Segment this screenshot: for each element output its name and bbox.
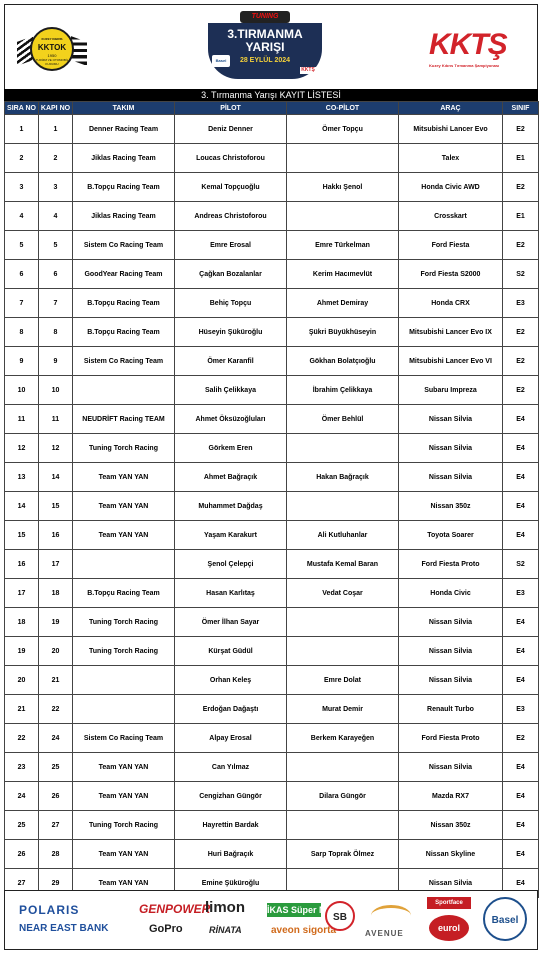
cell-takim: Sistem Co Racing Team (73, 724, 175, 753)
kkts-subtitle: Kuzey Kıbrıs Tırmanma Şampiyonası (429, 63, 500, 68)
cell-sira-no: 8 (5, 318, 39, 347)
cell-sira-no: 1 (5, 115, 39, 144)
cell-kapi-no: 6 (39, 260, 73, 289)
kkts-logo (429, 29, 525, 79)
cell-pilot: Ömer Karanfil (175, 347, 287, 376)
cell-co-pilot (287, 492, 399, 521)
cell-kapi-no: 8 (39, 318, 73, 347)
cell-pilot: Orhan Keleş (175, 666, 287, 695)
cell-sira-no: 5 (5, 231, 39, 260)
cell-takim: Jiklas Racing Team (73, 144, 175, 173)
cell-takim: Tuning Torch Racing (73, 637, 175, 666)
cell-arac: Mitsubishi Lancer Evo IX (399, 318, 503, 347)
cell-takim: Tuning Torch Racing (73, 811, 175, 840)
cell-sira-no: 21 (5, 695, 39, 724)
table-row (5, 579, 539, 608)
cell-pilot: Hayrettin Bardak (175, 811, 287, 840)
table-row (5, 463, 539, 492)
cell-co-pilot: Emre Dolat (287, 666, 399, 695)
cell-co-pilot: Gökhan Bolatçıoğlu (287, 347, 399, 376)
cell-co-pilot: Sarp Toprak Ölmez (287, 840, 399, 869)
cell-kapi-no: 18 (39, 579, 73, 608)
cell-takim: Team YAN YAN (73, 521, 175, 550)
cell-sinif: E4 (503, 463, 539, 492)
gopro-logo: GoPro (149, 923, 183, 935)
cell-sira-no: 4 (5, 202, 39, 231)
cell-arac: Toyota Soarer (399, 521, 503, 550)
cell-pilot: Ömer İlhan Sayar (175, 608, 287, 637)
table-row (5, 289, 539, 318)
cell-sinif: E2 (503, 724, 539, 753)
cell-kapi-no: 5 (39, 231, 73, 260)
cell-sinif: E2 (503, 173, 539, 202)
cell-co-pilot (287, 637, 399, 666)
list-title: 3. Tırmanma Yarışı KAYIT LİSTESİ (4, 89, 538, 101)
kktok-line3: 1950 (47, 53, 57, 58)
event-title-line1: 3.TIRMANMA (227, 27, 303, 41)
page-header (4, 4, 538, 90)
cell-co-pilot (287, 753, 399, 782)
cell-takim: Team YAN YAN (73, 840, 175, 869)
cell-co-pilot: Şükri Büyükhüseyin (287, 318, 399, 347)
near-east-bank-logo: NEAR EAST BANK (19, 923, 109, 934)
cell-kapi-no: 26 (39, 782, 73, 811)
cell-sira-no: 14 (5, 492, 39, 521)
cell-arac: Nissan Silvia (399, 637, 503, 666)
cell-arac: Ford Fiesta S2000 (399, 260, 503, 289)
event-logo (208, 11, 322, 83)
cell-takim: Jiklas Racing Team (73, 202, 175, 231)
cell-arac: Nissan Silvia (399, 869, 503, 898)
cell-arac: Talex (399, 144, 503, 173)
cell-kapi-no: 17 (39, 550, 73, 579)
column-header-arac: ARAÇ (399, 102, 503, 115)
cell-pilot: Muhammet Dağdaş (175, 492, 287, 521)
avenue-mark-icon (371, 905, 411, 926)
cell-co-pilot: Mustafa Kemal Baran (287, 550, 399, 579)
cell-sinif: E4 (503, 608, 539, 637)
cell-sinif: E3 (503, 695, 539, 724)
table-row (5, 144, 539, 173)
cell-kapi-no: 2 (39, 144, 73, 173)
cell-takim (73, 376, 175, 405)
cell-pilot: Kemal Topçuoğlu (175, 173, 287, 202)
cell-kapi-no: 15 (39, 492, 73, 521)
table-row (5, 376, 539, 405)
cell-takim: NEUDRİFT Racing TEAM (73, 405, 175, 434)
cell-kapi-no: 24 (39, 724, 73, 753)
cell-kapi-no: 25 (39, 753, 73, 782)
cell-arac: Nissan 350z (399, 492, 503, 521)
cell-co-pilot: Hakkı Şenol (287, 173, 399, 202)
cell-arac: Honda Civic AWD (399, 173, 503, 202)
cell-arac: Crosskart (399, 202, 503, 231)
cell-arac: Nissan Silvia (399, 434, 503, 463)
table-row (5, 405, 539, 434)
cell-takim: B.Topçu Racing Team (73, 579, 175, 608)
cell-arac: Renault Turbo (399, 695, 503, 724)
cell-sinif: E2 (503, 231, 539, 260)
cell-sinif: E3 (503, 579, 539, 608)
cell-arac: Mitsubishi Lancer Evo VI (399, 347, 503, 376)
event-sponsor-basel: Basel (212, 55, 230, 67)
cell-co-pilot: Hakan Bağraçık (287, 463, 399, 492)
cell-takim: Team YAN YAN (73, 463, 175, 492)
table-row (5, 231, 539, 260)
cell-sira-no: 3 (5, 173, 39, 202)
cell-sinif: E3 (503, 289, 539, 318)
table-row (5, 666, 539, 695)
cell-co-pilot: Kerim Hacımevlüt (287, 260, 399, 289)
table-row (5, 347, 539, 376)
table-row (5, 434, 539, 463)
table-row (5, 318, 539, 347)
cell-takim: Team YAN YAN (73, 492, 175, 521)
cell-co-pilot (287, 608, 399, 637)
cell-arac: Subaru Impreza (399, 376, 503, 405)
cell-kapi-no: 28 (39, 840, 73, 869)
cell-co-pilot (287, 144, 399, 173)
column-header-sinif: SINIF (503, 102, 539, 115)
cell-co-pilot: Emre Türkelman (287, 231, 399, 260)
cell-kapi-no: 16 (39, 521, 73, 550)
cell-sinif: E4 (503, 666, 539, 695)
cell-sira-no: 20 (5, 666, 39, 695)
cell-pilot: Ahmet Öksüzoğluları (175, 405, 287, 434)
cell-takim: Denner Racing Team (73, 115, 175, 144)
basel-logo: Basel (483, 897, 527, 941)
cell-co-pilot: Dilara Güngör (287, 782, 399, 811)
cell-takim: B.Topçu Racing Team (73, 318, 175, 347)
cell-sinif: E4 (503, 840, 539, 869)
cell-pilot: Hüseyin Şükürоğlu (175, 318, 287, 347)
cell-kapi-no: 27 (39, 811, 73, 840)
cell-takim (73, 550, 175, 579)
cell-arac: Nissan Silvia (399, 405, 503, 434)
cell-kapi-no: 1 (39, 115, 73, 144)
cell-takim: B.Topçu Racing Team (73, 173, 175, 202)
cell-co-pilot: Ali Kutluhanlar (287, 521, 399, 550)
cell-sinif: E4 (503, 811, 539, 840)
cell-sira-no: 24 (5, 782, 39, 811)
cell-kapi-no: 14 (39, 463, 73, 492)
cell-sinif: E2 (503, 347, 539, 376)
cell-takim: Sistem Co Racing Team (73, 231, 175, 260)
cell-sira-no: 2 (5, 144, 39, 173)
limon-logo: limon (205, 899, 245, 916)
table-row (5, 811, 539, 840)
cell-co-pilot: Vedat Coşar (287, 579, 399, 608)
cell-co-pilot: Ahmet Demiray (287, 289, 399, 318)
cell-pilot: Ahmet Bağraçık (175, 463, 287, 492)
event-title-line2: YARIŞI (245, 40, 285, 54)
cell-arac: Ford Fiesta Proto (399, 724, 503, 753)
cell-sira-no: 15 (5, 521, 39, 550)
ikas-logo: İKAS Süper Market (267, 905, 349, 915)
cell-pilot: Görkem Eren (175, 434, 287, 463)
column-header-kapi-no: KAPI NO (39, 102, 73, 115)
cell-sira-no: 19 (5, 637, 39, 666)
table-row (5, 260, 539, 289)
tuning-badge: TUNING (240, 11, 290, 23)
cell-sinif: E2 (503, 115, 539, 144)
cell-sinif: E2 (503, 376, 539, 405)
cell-arac: Nissan Silvia (399, 666, 503, 695)
cell-takim: B.Topçu Racing Team (73, 289, 175, 318)
cell-pilot: Alpay Erosal (175, 724, 287, 753)
cell-sira-no: 22 (5, 724, 39, 753)
cell-co-pilot (287, 811, 399, 840)
cell-pilot: Şenol Çelepçi (175, 550, 287, 579)
kkts-wordmark: KKTŞ (429, 28, 507, 61)
avenue-logo: AVENUE (365, 929, 404, 938)
sb-logo: SB (325, 901, 355, 931)
cell-pilot: Cengizhan Güngör (175, 782, 287, 811)
table-row (5, 840, 539, 869)
rinata-logo: RİNATA (209, 925, 242, 935)
cell-pilot: Hasan Karlıtaş (175, 579, 287, 608)
table-row (5, 637, 539, 666)
table-row (5, 724, 539, 753)
cell-takim: Team YAN YAN (73, 782, 175, 811)
cell-kapi-no: 7 (39, 289, 73, 318)
cell-pilot: Emine Şükürоğlu (175, 869, 287, 898)
cell-sinif: E1 (503, 202, 539, 231)
cell-kapi-no: 21 (39, 666, 73, 695)
cell-takim: Team YAN YAN (73, 869, 175, 898)
cell-kapi-no: 12 (39, 434, 73, 463)
cell-takim: Tuning Torch Racing (73, 608, 175, 637)
cell-kapi-no: 3 (39, 173, 73, 202)
table-row (5, 173, 539, 202)
genpower-logo: GENPOWER (139, 902, 211, 916)
column-header-takim: TAKIM (73, 102, 175, 115)
cell-co-pilot (287, 434, 399, 463)
cell-pilot: Erdoğan Dağaştı (175, 695, 287, 724)
cell-arac: Nissan Silvia (399, 608, 503, 637)
cell-sira-no: 23 (5, 753, 39, 782)
cell-sinif: E4 (503, 782, 539, 811)
cell-takim: Team YAN YAN (73, 753, 175, 782)
cell-pilot: Deniz Denner (175, 115, 287, 144)
cell-arac: Nissan Silvia (399, 463, 503, 492)
table-row (5, 521, 539, 550)
polaris-logo: POLARIS (19, 903, 80, 917)
cell-sira-no: 6 (5, 260, 39, 289)
cell-sira-no: 16 (5, 550, 39, 579)
cell-sira-no: 12 (5, 434, 39, 463)
cell-pilot: Behiç Topçu (175, 289, 287, 318)
column-header-pilot: PİLOT (175, 102, 287, 115)
cell-sinif: E4 (503, 753, 539, 782)
cell-pilot: Emre Erosal (175, 231, 287, 260)
cell-kapi-no: 19 (39, 608, 73, 637)
table-header-row (5, 102, 539, 115)
table-row (5, 782, 539, 811)
cell-pilot: Andreas Christoforou (175, 202, 287, 231)
cell-takim: Sistem Co Racing Team (73, 347, 175, 376)
cell-co-pilot: Berkem Karayeğen (287, 724, 399, 753)
cell-kapi-no: 11 (39, 405, 73, 434)
cell-arac: Mazda RX7 (399, 782, 503, 811)
cell-takim (73, 695, 175, 724)
entry-table (4, 101, 539, 898)
cell-kapi-no: 29 (39, 869, 73, 898)
table-row (5, 695, 539, 724)
aveon-logo: aveon sigorta (271, 925, 337, 936)
cell-sira-no: 7 (5, 289, 39, 318)
cell-co-pilot: Murat Demir (287, 695, 399, 724)
table-row (5, 202, 539, 231)
cell-co-pilot: Ömer Behlül (287, 405, 399, 434)
column-header-sira-no: SIRA NO (5, 102, 39, 115)
cell-takim (73, 666, 175, 695)
cell-arac: Ford Fiesta Proto (399, 550, 503, 579)
cell-arac: Mitsubishi Lancer Evo (399, 115, 503, 144)
eurol-logo: eurol (429, 915, 469, 941)
kktok-line4: TURİZM VE OTOMOBİL KURUMU (35, 58, 69, 66)
event-sponsor-kkts: KKTŞ (301, 67, 315, 73)
cell-sinif: E4 (503, 521, 539, 550)
cell-pilot: Salih Çelikkaya (175, 376, 287, 405)
cell-arac: Ford Fiesta (399, 231, 503, 260)
cell-pilot: Can Yılmaz (175, 753, 287, 782)
cell-pilot: Kürşat Güdül (175, 637, 287, 666)
cell-kapi-no: 20 (39, 637, 73, 666)
cell-sira-no: 9 (5, 347, 39, 376)
cell-arac: Honda CRX (399, 289, 503, 318)
column-header-co-pilot: CO-PİLOT (287, 102, 399, 115)
cell-sira-no: 17 (5, 579, 39, 608)
table-body (5, 115, 539, 898)
cell-arac: Honda Civic (399, 579, 503, 608)
sponsor-footer (4, 890, 538, 950)
cell-takim: GoodYear Racing Team (73, 260, 175, 289)
cell-sira-no: 25 (5, 811, 39, 840)
cell-sinif: S2 (503, 260, 539, 289)
cell-co-pilot: İbrahim Çelikkaya (287, 376, 399, 405)
cell-sinif: S2 (503, 550, 539, 579)
cell-takim: Tuning Torch Racing (73, 434, 175, 463)
cell-sinif: E2 (503, 318, 539, 347)
cell-sira-no: 18 (5, 608, 39, 637)
cell-sinif: E4 (503, 492, 539, 521)
cell-sira-no: 10 (5, 376, 39, 405)
cell-arac: Nissan 350z (399, 811, 503, 840)
event-date: 28 EYLÜL 2024 (239, 57, 291, 64)
cell-sinif: E4 (503, 405, 539, 434)
cell-sira-no: 26 (5, 840, 39, 869)
cell-co-pilot: Ömer Topçu (287, 115, 399, 144)
cell-sira-no: 27 (5, 869, 39, 898)
cell-kapi-no: 9 (39, 347, 73, 376)
cell-kapi-no: 22 (39, 695, 73, 724)
kktok-line1: KUZEY KIBRIS (41, 37, 63, 41)
cell-sinif: E4 (503, 434, 539, 463)
cell-pilot: Huri Bağraçık (175, 840, 287, 869)
kktok-badge (30, 27, 74, 71)
cell-pilot: Loucas Christoforou (175, 144, 287, 173)
cell-sinif: E1 (503, 144, 539, 173)
kktok-logo (17, 25, 87, 75)
table-row (5, 753, 539, 782)
cell-sira-no: 13 (5, 463, 39, 492)
cell-arac: Nissan Silvia (399, 753, 503, 782)
cell-sinif: E4 (503, 637, 539, 666)
cell-sinif: E4 (503, 869, 539, 898)
sportface-logo: Sportface (427, 897, 471, 909)
cell-arac: Nissan Skyline (399, 840, 503, 869)
table-row (5, 550, 539, 579)
cell-co-pilot (287, 202, 399, 231)
cell-kapi-no: 10 (39, 376, 73, 405)
table-row (5, 608, 539, 637)
table-row (5, 492, 539, 521)
kktok-line2: KKTOK (37, 43, 67, 52)
cell-pilot: Yaşam Karakurt (175, 521, 287, 550)
cell-kapi-no: 4 (39, 202, 73, 231)
cell-pilot: Çağkan Bozalanlar (175, 260, 287, 289)
table-row (5, 115, 539, 144)
cell-sira-no: 11 (5, 405, 39, 434)
